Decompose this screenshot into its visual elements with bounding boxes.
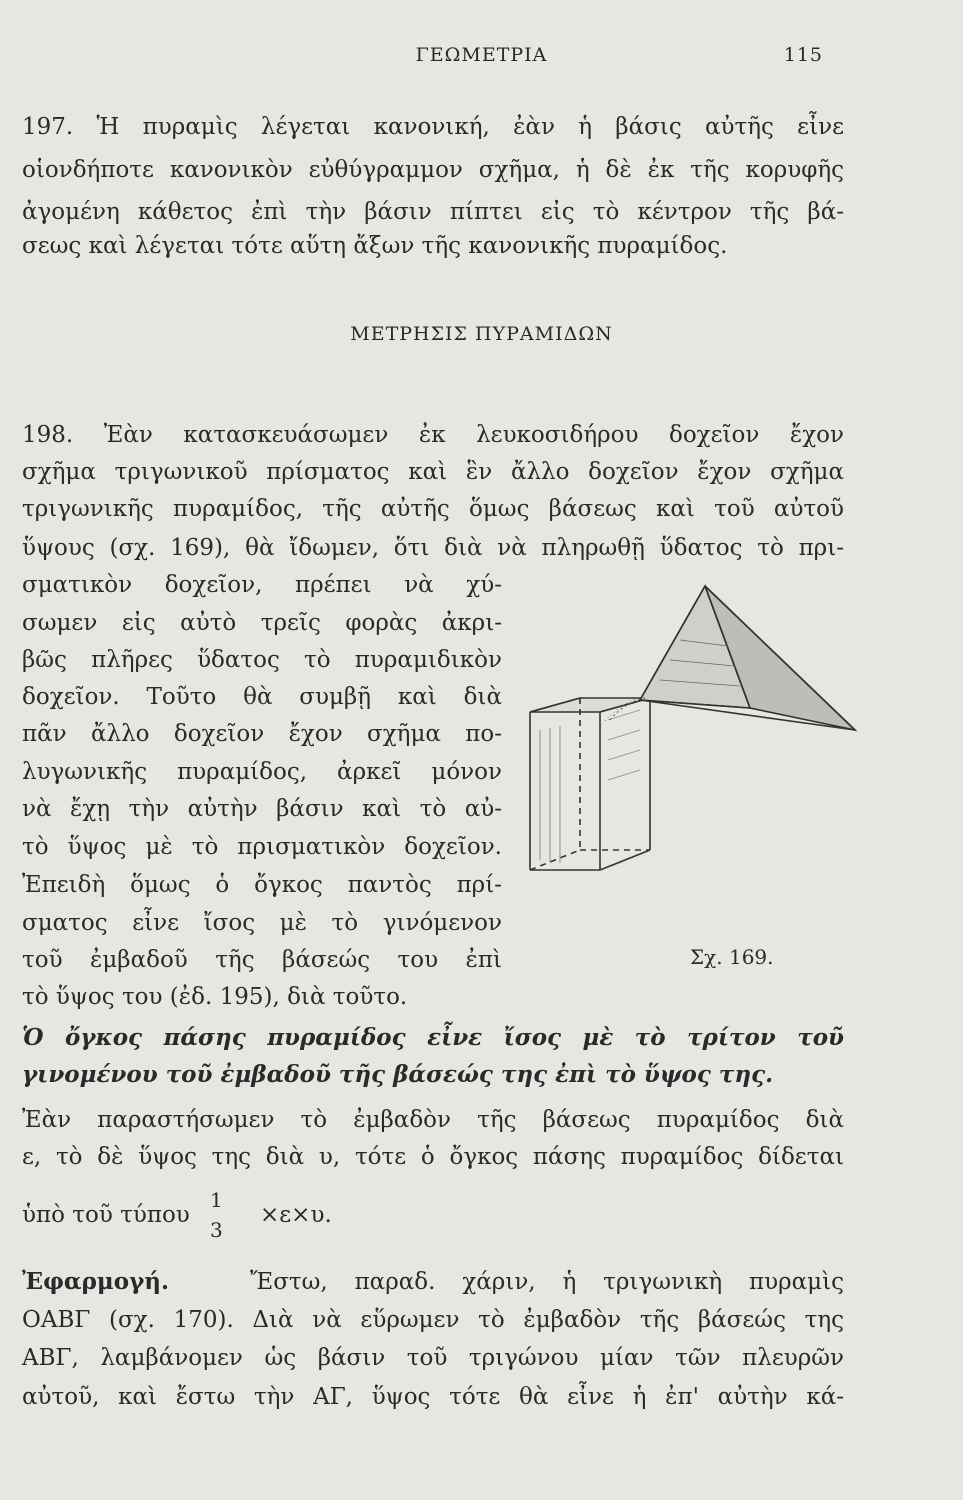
- theorem-line: Ὁ ὄγκος πάσης πυραμίδος εἶνε ἴσος μὲ τὸ τρίτον τοῦ: [22, 1024, 844, 1051]
- running-title: ΓΕΩΜΕΤΡΙΑ: [415, 44, 548, 66]
- application-line: αὐτοῦ, καὶ ἔστω τὴν ΑΓ, ὕψος τότε θὰ εἶνε ἡ ἐπ' αὐτὴν κά-: [22, 1384, 844, 1410]
- formula-para-line: Ἐὰν παραστήσωμεν τὸ ἐμβαδὸν τῆς βάσεως πυραμίδος διὰ: [22, 1107, 844, 1133]
- application-line: ΟΑΒΓ (σχ. 170). Διὰ νὰ εὕρωμεν τὸ ἐμβαδὸν τῆς βάσεώς της: [22, 1307, 844, 1333]
- section-title: ΜΕΤΡΗΣΙΣ ΠΥΡΑΜΙΔΩΝ: [350, 323, 613, 345]
- figure-caption: Σχ. 169.: [690, 945, 774, 969]
- para198-line: 198. Ἐὰν κατασκευάσωμεν ἐκ λευκοσιδήρου δοχεῖον ἔχον: [22, 422, 844, 448]
- para198-side-line: νὰ ἔχῃ τὴν αὐτὴν βάσιν καὶ τὸ αὐ-: [22, 796, 502, 822]
- application-line: ΑΒΓ, λαμβάνομεν ὡς βάσιν τοῦ τριγώνου μίαν τῶν πλευρῶν: [22, 1345, 844, 1371]
- para198-line: ὕψους (σχ. 169), θὰ ἴδωμεν, ὅτι διὰ νὰ πληρωθῇ ὕδατος τὸ πρι-: [22, 535, 844, 561]
- para198-side-line: Ἐπειδὴ ὅμως ὁ ὄγκος παντὸς πρί-: [22, 872, 502, 898]
- formula-rest: ×ε×υ.: [260, 1202, 332, 1228]
- para198-line: σχῆμα τριγωνικοῦ πρίσματος καὶ ἓν ἄλλο δοχεῖον ἔχον σχῆμα: [22, 459, 844, 485]
- para198-side-line: σματος εἶνε ἴσος μὲ τὸ γινόμενον: [22, 910, 502, 936]
- para198-side-line: βῶς πλῆρες ὕδατος τὸ πυραμιδικὸν: [22, 647, 502, 673]
- para198-line: τριγωνικῆς πυραμίδος, τῆς αὐτῆς ὅμως βάσεως καὶ τοῦ αὐτοῦ: [22, 496, 844, 522]
- page-header: [0, 44, 963, 74]
- application-line: Ἔστω, παραδ. χάριν, ἡ τριγωνικὴ πυραμὶς: [250, 1269, 844, 1295]
- theorem-line: γινομένου τοῦ ἐμβαδοῦ τῆς βάσεώς της ἐπὶ τὸ ὕψος της.: [22, 1061, 774, 1088]
- para198-side-line: τὸ ὕψος μὲ τὸ πρισματικὸν δοχεῖον.: [22, 834, 502, 860]
- formula-para-line: ε, τὸ δὲ ὕψος της διὰ υ, τότε ὁ ὄγκος πάσης πυραμίδος δίδεται: [22, 1144, 844, 1170]
- para197-line: οἱονδήποτε κανονικὸν εὐθύγραμμον σχῆμα, ἡ δὲ ἐκ τῆς κορυφῆς: [22, 157, 844, 183]
- para198-side-line: τὸ ὕψος του (ἐδ. 195), διὰ τοῦτο.: [22, 984, 408, 1010]
- fraction-numerator: 1: [210, 1188, 223, 1212]
- figure-prism-pyramid: [500, 580, 860, 880]
- application-label: Ἐφαρμογή.: [22, 1268, 169, 1295]
- fraction-denominator: 3: [210, 1218, 223, 1242]
- para198-side-line: τοῦ ἐμβαδοῦ τῆς βάσεώς του ἐπὶ: [22, 947, 502, 973]
- page-number: 115: [783, 44, 823, 66]
- para197-line: 197. Ἡ πυραμὶς λέγεται κανονική, ἐὰν ἡ βάσις αὐτῆς εἶνε: [22, 114, 844, 140]
- para197-line: ἀγομένη κάθετος ἐπὶ τὴν βάσιν πίπτει εἰς τὸ κέντρον τῆς βά-: [22, 199, 844, 225]
- para198-side-line: πᾶν ἄλλο δοχεῖον ἔχον σχῆμα πο-: [22, 721, 502, 747]
- para198-side-line: σωμεν εἰς αὐτὸ τρεῖς φορὰς ἀκρι-: [22, 610, 502, 636]
- para198-side-line: λυγωνικῆς πυραμίδος, ἀρκεῖ μόνον: [22, 759, 502, 785]
- para198-side-line: σματικὸν δοχεῖον, πρέπει νὰ χύ-: [22, 572, 502, 598]
- para197-line: σεως καὶ λέγεται τότε αὕτη ἄξων τῆς κανονικῆς πυραμίδος.: [22, 233, 728, 259]
- para198-side-line: δοχεῖον. Τοῦτο θὰ συμβῇ καὶ διὰ: [22, 684, 502, 710]
- formula-prefix: ὑπὸ τοῦ τύπου: [22, 1202, 190, 1228]
